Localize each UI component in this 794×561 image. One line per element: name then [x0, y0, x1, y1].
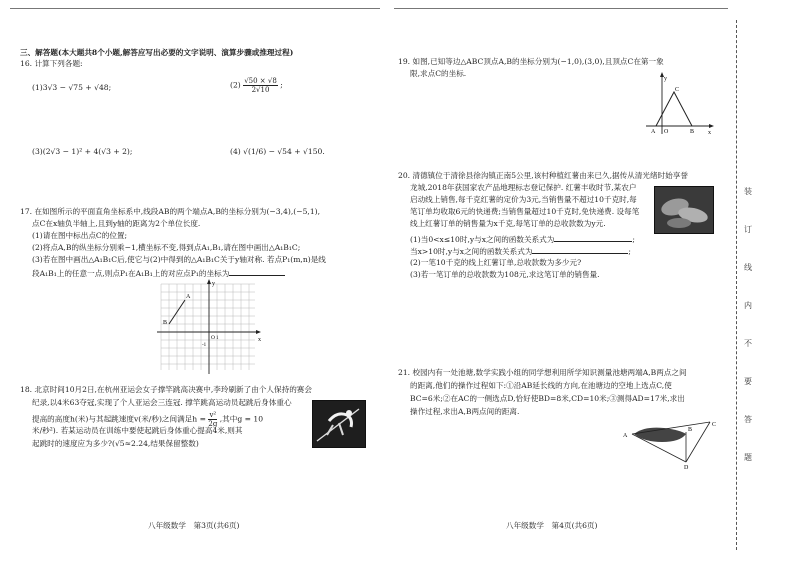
q16-part2-numerator: √50 × √8	[244, 77, 277, 85]
q19-point-c-label: C	[675, 87, 680, 93]
q18-line3-end: ,其中g = 10	[219, 414, 264, 424]
footer-right: 八年级数学 第4页(共6页)	[506, 521, 598, 530]
q17-line4: (2)将点A,B的纵坐标分别乘−1,横坐标不变,得到点A₁,B₁,请在图中画出△A₁B₁C;	[32, 243, 301, 252]
q17-grid-lines	[161, 284, 255, 370]
q17-coordinate-grid	[155, 278, 267, 376]
q20-answer-blank-2[interactable]	[532, 244, 628, 254]
q21-pond-figure	[620, 418, 724, 470]
q19-origin-label: O	[664, 129, 669, 135]
q16-part3: (3)(2√3 − 1)² + 4(√3 + 2);	[32, 147, 133, 156]
q18-line5: 起跳时的速度应为多少?(√5≈2.24,结果保留整数)	[32, 439, 199, 448]
q21-line2: 的距离,他们的操作过程如下:①沿AB延长线的方向,在池塘边的空地上选点C,使	[410, 381, 672, 390]
q18-line3-text: 提高的高度h(米)与其起跳速度v(米/秒)之间满足h =	[32, 414, 206, 424]
q18-formula-numerator: v²	[209, 411, 217, 419]
q19-triangle-abc	[656, 92, 692, 126]
binding-char-2: 订	[744, 225, 752, 234]
q19-line2: 限,求点C的坐标.	[410, 69, 467, 78]
q20-line2: 龙城,2018年获国家农产品地理标志登记保护. 红薯丰收时节,某农户	[410, 183, 637, 192]
q20-line7-text: 当x>10时,y与x之间的函数关系式为	[410, 247, 533, 256]
top-rule-right	[394, 8, 728, 9]
q20-line3: 启动线上销售,每千克红薯的定价为3元,当销售量不超过10千克时,每	[410, 195, 637, 204]
q21-point-c-label: C	[712, 422, 717, 428]
q16-part2-fraction	[243, 77, 278, 94]
binding-char-3: 线	[744, 263, 752, 272]
q21-point-d-label: D	[684, 465, 689, 470]
q17-y-arrow	[207, 279, 211, 284]
q17-point-b-label: B	[163, 320, 168, 326]
q20-answer-blank-1[interactable]	[554, 232, 632, 242]
q20-line6: (1)当0<x≤10时,y与x之间的函数关系式为 ;	[410, 232, 635, 246]
q19-triangle-graph	[644, 70, 716, 136]
q17-line6-text: 段A₁B₁上的任意一点,则点P₁在A₁B₁上的对应点P₁的坐标为	[32, 269, 230, 278]
sweet-potato-illustration	[655, 187, 713, 233]
q19-x-label: x	[708, 130, 711, 136]
q17-origin-label: O	[211, 335, 215, 341]
binding-char-4: 内	[744, 301, 752, 310]
q19-x-arrow	[709, 124, 714, 128]
q17-one-label: 1	[216, 336, 219, 341]
q21-line1: 21. 校园内有一处池塘,数学实践小组的同学想利用所学知识测量池塘两端A,B两点之间	[398, 368, 687, 377]
q17-y-label: y	[212, 281, 215, 287]
q17-neg-one-label: -1	[202, 343, 207, 348]
q17-x-label: x	[258, 337, 261, 343]
q20-line7: 当x>10时,y与x之间的函数关系式为 ;	[410, 244, 631, 258]
q17-line2: 点C在x轴负半轴上,且到y轴的距离为2个单位长度.	[32, 219, 201, 228]
q21-line3: BC=6米;②在AC的一侧选点D,恰好使BD=8米,CD=10米;③测得AD=17米,求出	[410, 394, 685, 403]
q20-line5: 线上红薯订单的销售量为x千克,每笔订单的总收款数为y元.	[410, 219, 606, 228]
q17-x-arrow	[256, 330, 261, 334]
q17-line3: (1)请在图中标出点C的位置;	[32, 231, 128, 240]
pole-vault-illustration	[313, 401, 365, 447]
q16-part2-label: (2)	[230, 80, 241, 90]
pole-vault-photo	[312, 400, 366, 448]
q20-line4: 笔订单均收取6元的快递费;当销售量超过10千克时,免快递费. 设每笔	[410, 207, 640, 216]
q16-part1: (1)3√3 − √75 + √48;	[32, 83, 112, 92]
q17-point-a-label: A	[186, 294, 191, 300]
q17-answer-blank[interactable]	[229, 266, 285, 276]
q18-formula-denominator: 2g	[208, 420, 218, 428]
binding-margin	[740, 26, 762, 546]
binding-char-6: 要	[744, 377, 752, 386]
q16-stem: 16. 计算下列各题:	[20, 59, 83, 68]
sweet-potato-photo	[654, 186, 714, 234]
binding-char-5: 不	[744, 339, 752, 348]
q18-line4: 米/秒²). 若某运动员在训练中要使起跳后身体重心提高4米,则其	[32, 426, 243, 435]
q17-line1: 17. 在如图所示的平面直角坐标系中,线段AB的两个端点A,B的坐标分别为(−3,4),(−5,1),	[20, 207, 321, 216]
section-title: 三、解答题(本大题共8个小题,解答应写出必要的文字说明、演算步骤或推理过程)	[20, 48, 294, 57]
binding-char-7: 答	[744, 415, 752, 424]
binding-char-1: 装	[744, 187, 752, 196]
q20-line1: 20. 清德镇位于清徐县徐沟镇正南5公里,该村种植红薯由来已久,据传从清光绪时始享誉	[398, 171, 688, 180]
q20-line6-text: (1)当0<x≤10时,y与x之间的函数关系式为	[410, 235, 555, 244]
q18-line2: 纪录,以4米63夺冠,实现了个人亚运会三连冠. 撑竿跳高运动员起跳后身体重心	[32, 398, 292, 407]
q17-line5: (3)若在图中画出△A₁B₁C后,使它与(2)中得到的△A₁B₁C关于y轴对称. 若点P₁(m,n)是线	[32, 255, 326, 264]
q16-part4: (4) √(1/6) − √54 + √150.	[230, 147, 325, 156]
binding-dashed-line	[736, 20, 738, 550]
q21-point-b-label: B	[688, 427, 693, 433]
q19-point-b-label: B	[690, 129, 695, 135]
binding-char-8: 题	[744, 453, 752, 462]
q16-part2-end: ;	[280, 80, 283, 90]
q16-part2	[230, 77, 283, 94]
top-rule-left	[10, 8, 380, 9]
q21-line4: 操作过程,求出A,B两点间的距离.	[410, 407, 520, 416]
q20-line9: (3)若一笔订单的总收款数为108元,求这笔订单的销售量.	[410, 270, 600, 279]
q21-point-a-label: A	[623, 433, 628, 439]
footer-left: 八年级数学 第3页(共6页)	[148, 521, 240, 530]
q19-point-a-label: A	[651, 129, 656, 135]
q16-part2-denominator: 2√10	[251, 86, 270, 94]
q19-line1: 19. 如图,已知等边△ABC顶点A,B的坐标分别为(−1,0),(3,0),且顶点C在第一象	[398, 57, 664, 66]
q20-line8: (2)一笔10千克的线上红薯订单,总收款数为多少元?	[410, 258, 582, 267]
q18-line1: 18. 北京时间10月2日,在杭州亚运会女子撑竿跳高决赛中,李玲刷新了由个人保持的赛会	[20, 385, 312, 394]
q19-y-label: y	[664, 76, 667, 82]
